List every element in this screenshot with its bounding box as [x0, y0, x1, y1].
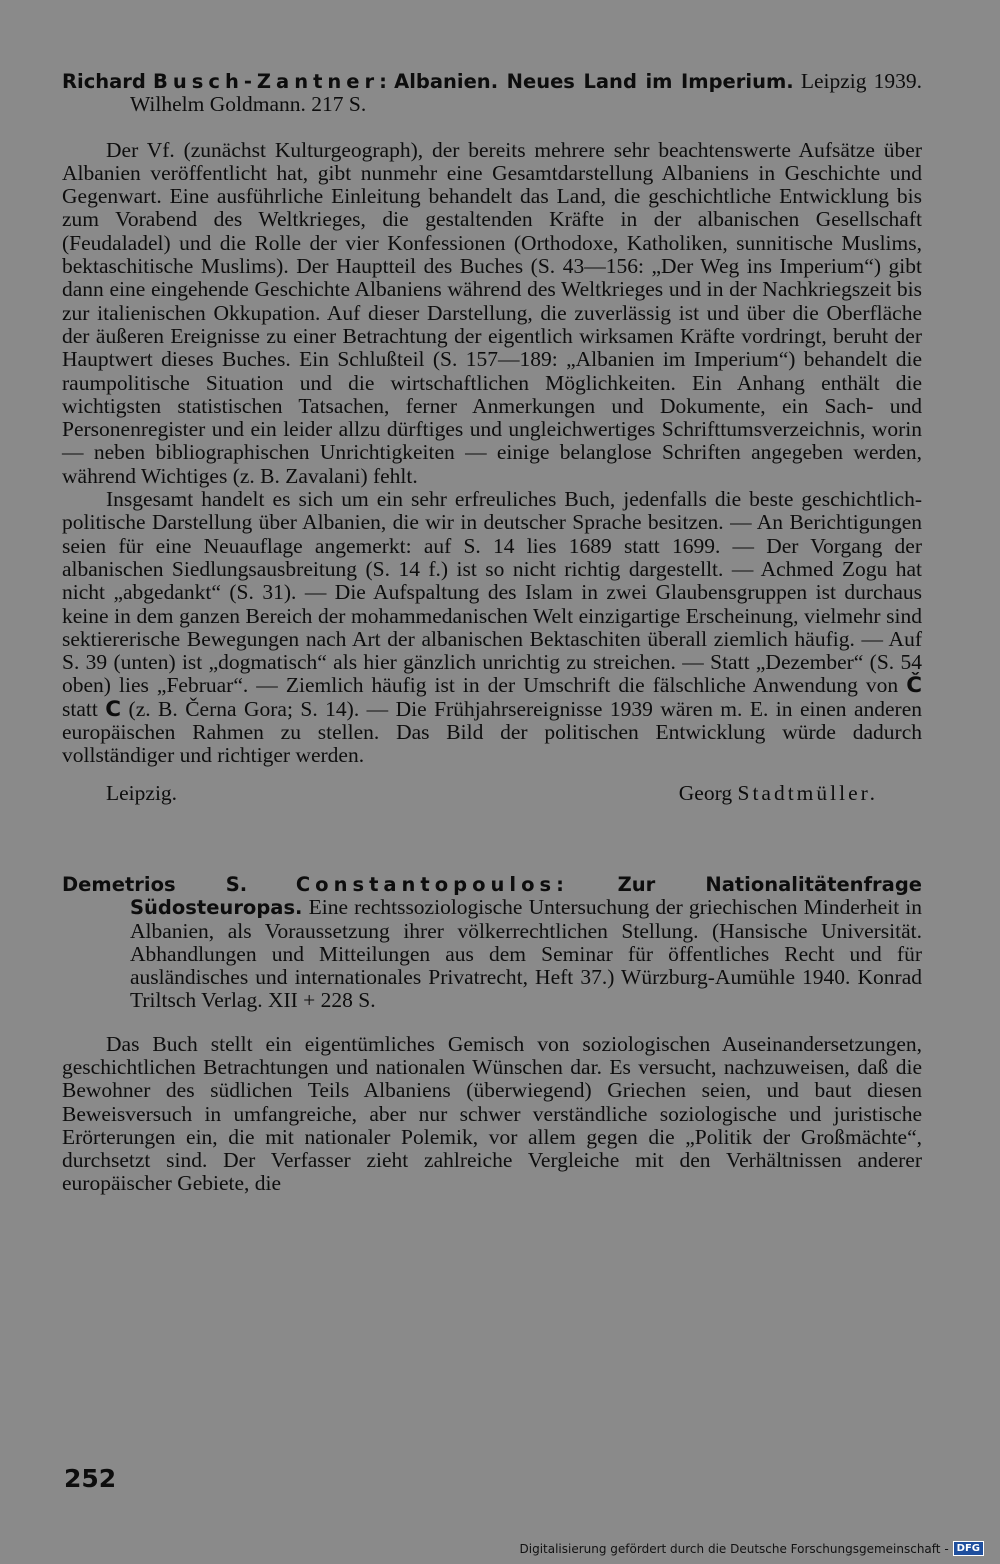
review2-paragraph-1: Das Buch stellt ein eigentümliches Gemisch von soziologischen Auseinandersetzungen, geschichtlichen Betrachtungen und nationalen Wünschen dar. Es versucht, nachzuweisen, daß die Bewohner des südlichen Teils Albaniens (überwiegend) Griechen seien, und baut diesen Beweisversuch in umfangreiche, aber nur schwer verständliche soziologische und juristische Erörterungen ein, die mit nationaler Polemik, vor allem gegen die „Politik der Großmächte“, durchsetzt sind. Der Verfasser zieht zahlreiche Vergleiche mit den Verhältnissen anderer europäischer Gebiete, die [62, 1031, 922, 1196]
digitization-footer [520, 1541, 985, 1556]
review1-paragraph-1: Der Vf. (zunächst Kulturgeograph), der bereits mehrere sehr beachtenswerte Aufsätze über Albanien veröffentlicht hat, gibt nunmehr eine Gesamtdarstellung Albaniens in Geschichte und Gegenwart. Eine ausführliche Einleitung behandelt das Land, die geschichtliche Entwicklung bis zum Vorabend des Weltkrieges, die gestaltenden Kräfte in der albanischen Gesellschaft (Feudaladel) und die Rolle der vier Konfessionen (Orthodoxe, Katholiken, sunnitische Muslims, bektaschitische Muslims). Der Hauptteil des Buches (S. 43—156: „Der Weg ins Imperium“) gibt dann eine eingehende Geschichte Albaniens während des Weltkrieges und in der Nachkriegszeit bis zur italienischen Okkupation. Auf dieser Darstellung, die zuverlässig ist und über die Oberfläche der äußeren Ereignisse zu einer Betrachtung der eigentlich wirksamen Kräfte vordringt, beruht der Hauptwert dieses Buches. Ein Schlußteil (S. 157—189: „Albanien im Imperium“) behandelt die raumpolitische Situation und die wirtschaftlichen Möglichkeiten. Ein Anhang enthält die wichtigsten statistischen Tatsachen, ferner Anmerkungen und Dokumente, ein Sach- und Personenregister und ein leider allzu dürftiges und ungleichwertiges Schrifttumsverzeichnis, worin — neben bibliographischen Unrichtigkeiten — einige belanglose Schriften angegeben werden, während Wichtiges (z. B. Zavalani) fehlt. [62, 137, 922, 488]
review1-title: Albanien. Neues Land im Imperium. [394, 70, 794, 93]
review2-author-first: Demetrios S. [62, 872, 248, 896]
review2-author-last: Constantopoulos: [295, 872, 569, 896]
review1-reviewer [679, 782, 878, 805]
c-hacek-glyph: Č [906, 673, 922, 699]
reviewer-first: Georg [678, 780, 733, 805]
dfg-logo: DFG [953, 1541, 984, 1556]
reviewer-last: Stadtmüller. [737, 780, 878, 805]
statt-word: statt [62, 696, 98, 721]
review2-publication: Eine rechtssoziologische Untersuchung der griechischen Minderheit in Albanien, als Voraussetzung ihrer völkerrechtlichen Stellung. (Hansische Universität. Abhandlungen und Mitteilungen aus dem Seminar für öffentliches Recht und für ausländisches und internationales Privatrecht, Heft 37.) Würzburg-Aumühle 1940. Konrad Triltsch Verlag. XII + 228 S. [130, 895, 923, 1013]
review1-place: Leipzig. [106, 780, 178, 805]
page-content [62, 70, 922, 1196]
review1-signature [62, 782, 922, 805]
c-plain-glyph: C [105, 696, 122, 722]
review2-title: Zur Nationalitätenfrage Südosteuropas. [130, 872, 923, 920]
footer-text: Digitalisierung gefördert durch die Deutsche Forschungsgemeinschaft - [519, 1541, 949, 1556]
review1-author-last: Busch-Zantner [153, 70, 380, 93]
review1-paragraph-2-end: (z. B. Černa Gora; S. 14). — Die Frühjahrsereignisse 1939 wären m. E. in einen anderen europäischen Rahmen zu stellen. Das Bild der politischen Entwicklung würde dadurch vollständiger und richtiger werden. [62, 696, 923, 768]
page-number: 252 [64, 1464, 117, 1493]
review1-reference: Richard Busch-Zantner: Albanien. Neues Land im Imperium. Leipzig 1939. Wilhelm Goldmann. 217 S. [62, 69, 923, 117]
review1-paragraph-2 [62, 488, 922, 768]
review2-reference [62, 873, 922, 1013]
review1-author-first: Richard [62, 70, 146, 93]
review1-publication: Leipzig 1939. Wilhelm Goldmann. 217 S. [130, 69, 923, 117]
review1-paragraph-2-text: Insgesamt handelt es sich um ein sehr erfreuliches Buch, jedenfalls die beste geschichtlich-politische Darstellung über Albanien, die wir in deutscher Sprache besitzen. — An Berichtigungen seien für eine Neuauflage angemerkt: auf S. 14 lies 1689 statt 1699. — Der Vorgang der albanischen Siedlungsausbreitung (S. 14 f.) ist so nicht richtig dargestellt. — Achmed Zogu hat nicht „abgedankt“ (S. 31). — Die Aufspaltung des Islam in zwei Glaubensgruppen ist durchaus keine in dem ganzen Bereich der mohammedanischen Welt einzigartige Erscheinung, vielmehr sind sektiererische Bewegungen nach Art der albanischen Bektaschiten überall ziemlich häufig. — Auf S. 39 (unten) ist „dogmatisch“ als hier gänzlich unrichtig zu streichen. — Statt „Dezember“ (S. 54 oben) lies „Februar“. — Ziemlich häufig ist in der Umschrift die fälschliche Anwendung von [62, 487, 922, 698]
